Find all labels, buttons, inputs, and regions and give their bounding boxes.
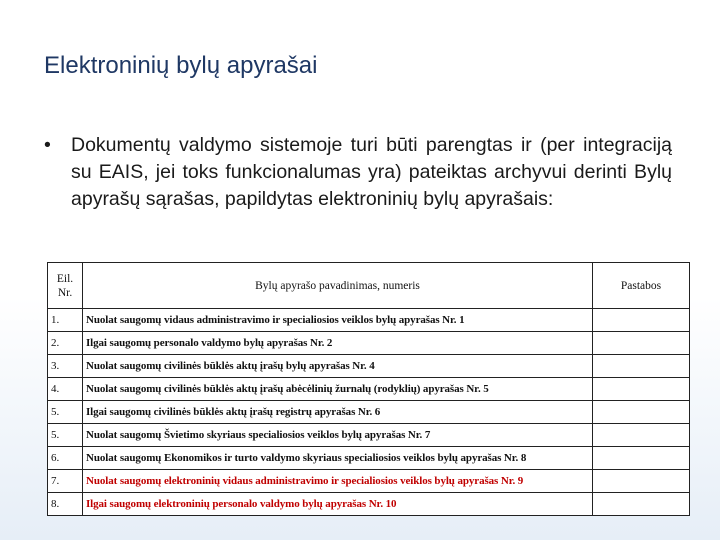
row-inventory-name: Nuolat saugomų vidaus administravimo ir specialiosios veiklos bylų apyrašas Nr. 1 [83,309,593,332]
inventory-table [47,262,690,516]
header-number: Eil. Nr. [48,263,83,309]
row-inventory-name: Nuolat saugomų Ekonomikos ir turto valdymo skyriaus specialiosios veiklos bylų apyrašas Nr. 8 [83,447,593,470]
table-row [48,355,690,378]
table-row [48,424,690,447]
table-header-row [48,263,690,309]
row-note [593,447,690,470]
table-row [48,447,690,470]
row-note [593,309,690,332]
row-inventory-name: Nuolat saugomų elektroninių vidaus administravimo ir specialiosios veiklos bylų apyrašas Nr. 9 [83,470,593,493]
row-inventory-name: Nuolat saugomų civilinės būklės aktų įrašų bylų apyrašas Nr. 4 [83,355,593,378]
row-note [593,493,690,516]
row-number: 6. [48,447,83,470]
row-inventory-name: Ilgai saugomų civilinės būklės aktų įrašų registrų apyrašas Nr. 6 [83,401,593,424]
row-inventory-name: Nuolat saugomų civilinės būklės aktų įrašų abėcėlinių žurnalų (rodyklių) apyrašas Nr. 5 [83,378,593,401]
row-note [593,378,690,401]
row-number: 4. [48,378,83,401]
row-number: 5. [48,424,83,447]
row-inventory-name: Nuolat saugomų Švietimo skyriaus specialiosios veiklos bylų apyrašas Nr. 7 [83,424,593,447]
row-number: 2. [48,332,83,355]
table-row [48,309,690,332]
table-row [48,332,690,355]
table-row [48,470,690,493]
slide-title: Elektroninių bylų apyrašai [44,52,318,79]
row-number: 1. [48,309,83,332]
table-row [48,401,690,424]
table-row [48,493,690,516]
row-number: 8. [48,493,83,516]
header-inventory-name: Bylų apyrašo pavadinimas, numeris [83,263,593,309]
row-note [593,332,690,355]
row-note [593,401,690,424]
bullet-icon: • [44,134,51,156]
bullet-paragraph [44,132,672,213]
row-inventory-name: Ilgai saugomų personalo valdymo bylų apyrašas Nr. 2 [83,332,593,355]
header-notes: Pastabos [593,263,690,309]
bullet-text: Dokumentų valdymo sistemoje turi būti parengtas ir (per integraciją su EAIS, jei toks funkcionalumas yra) pateiktas archyvui derinti Bylų apyrašų sąrašas, papildytas elektroninių bylų apyrašais: [71,134,672,210]
table-row [48,378,690,401]
row-number: 3. [48,355,83,378]
row-inventory-name: Ilgai saugomų elektroninių personalo valdymo bylų apyrašas Nr. 10 [83,493,593,516]
row-note [593,355,690,378]
row-note [593,470,690,493]
row-note [593,424,690,447]
row-number: 5. [48,401,83,424]
row-number: 7. [48,470,83,493]
